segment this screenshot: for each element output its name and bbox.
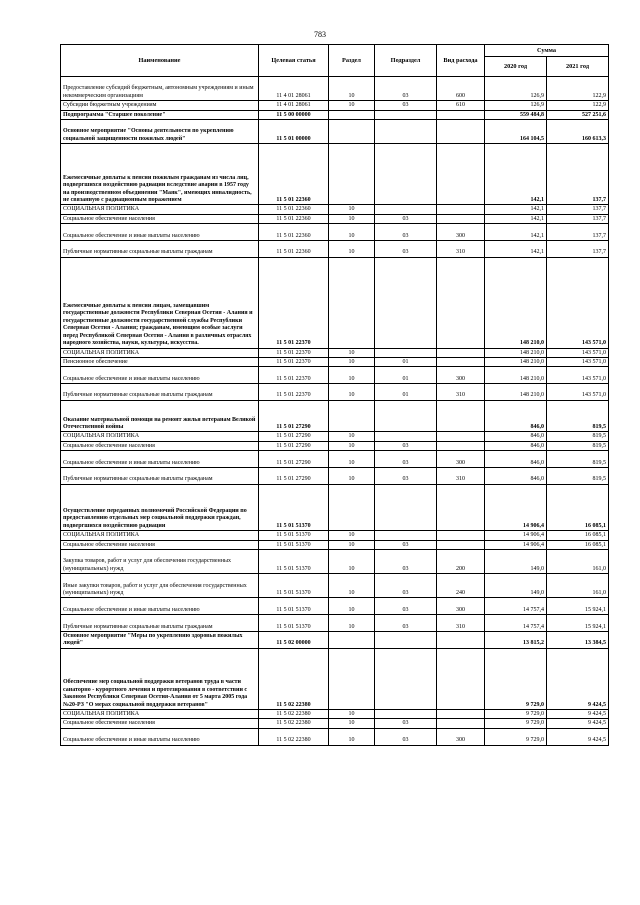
row-subsection: 03 (375, 719, 437, 728)
page-number: 783 (314, 30, 326, 39)
row-name: Субсидии бюджетным учреждениям (61, 101, 259, 110)
row-subsection: 03 (375, 224, 437, 241)
row-sum-2020: 9 729,0 (485, 648, 547, 709)
row-target-code: 11 5 01 51370 (259, 574, 329, 598)
row-sum-2021: 15 924,1 (547, 615, 609, 632)
row-sum-2020: 14 757,4 (485, 615, 547, 632)
row-expense-kind: 200 (437, 550, 485, 574)
row-target-code: 11 5 01 22370 (259, 357, 329, 366)
row-section: 10 (329, 348, 375, 357)
row-sum-2020: 149,0 (485, 574, 547, 598)
row-expense-kind: 600 (437, 77, 485, 101)
row-subsection: 03 (375, 540, 437, 549)
row-sum-2020: 148 210,0 (485, 348, 547, 357)
row-section: 10 (329, 540, 375, 549)
row-sum-2020: 846,0 (485, 451, 547, 468)
row-sum-2021: 122,9 (547, 101, 609, 110)
table-row (61, 615, 609, 632)
table-row (61, 144, 609, 205)
row-subsection: 01 (375, 367, 437, 384)
row-name: Социальное обеспечение населения (61, 441, 259, 450)
row-expense-kind (437, 119, 485, 143)
row-sum-2020: 9 729,0 (485, 719, 547, 728)
row-target-code: 11 5 01 51370 (259, 484, 329, 530)
table-row (61, 400, 609, 432)
row-name: Основное мероприятие "Основы деятельности по укреплению социальной защищенности пожилых людей" (61, 119, 259, 143)
row-sum-2020: 14 757,4 (485, 598, 547, 615)
row-target-code: 11 5 01 27290 (259, 441, 329, 450)
header-sum: Сумма (485, 45, 609, 57)
table-row (61, 484, 609, 530)
row-expense-kind: 300 (437, 728, 485, 745)
header-year-2020: 2020 год (485, 57, 547, 77)
table-row (61, 240, 609, 257)
row-section: 10 (329, 451, 375, 468)
row-subsection (375, 348, 437, 357)
row-expense-kind (437, 709, 485, 718)
row-target-code: 11 5 01 22360 (259, 224, 329, 241)
row-subsection (375, 709, 437, 718)
row-subsection: 03 (375, 574, 437, 598)
table-row (61, 468, 609, 485)
row-section: 10 (329, 205, 375, 214)
row-expense-kind (437, 348, 485, 357)
row-expense-kind: 310 (437, 240, 485, 257)
row-section: 10 (329, 531, 375, 540)
row-section: 10 (329, 598, 375, 615)
row-sum-2020: 846,0 (485, 468, 547, 485)
row-expense-kind (437, 719, 485, 728)
row-sum-2020: 148 210,0 (485, 257, 547, 348)
row-expense-kind (437, 632, 485, 649)
row-name: СОЦИАЛЬНАЯ ПОЛИТИКА (61, 205, 259, 214)
row-subsection: 01 (375, 384, 437, 401)
row-sum-2021: 160 613,3 (547, 119, 609, 143)
row-sum-2020: 142,1 (485, 144, 547, 205)
row-sum-2021: 9 424,5 (547, 719, 609, 728)
row-section: 10 (329, 432, 375, 441)
row-sum-2021: 15 924,1 (547, 598, 609, 615)
table-row (61, 367, 609, 384)
row-name: Публичные нормативные социальные выплаты гражданам (61, 615, 259, 632)
row-sum-2021: 122,9 (547, 77, 609, 101)
table-row (61, 441, 609, 450)
row-target-code: 11 5 02 22380 (259, 648, 329, 709)
row-sum-2021: 819,5 (547, 432, 609, 441)
row-target-code: 11 5 01 51370 (259, 615, 329, 632)
row-target-code: 11 5 01 22370 (259, 348, 329, 357)
row-expense-kind: 310 (437, 468, 485, 485)
row-name: Иные закупки товаров, работ и услуг для обеспечения государственных (муниципальных) нужд (61, 574, 259, 598)
row-target-code: 11 5 01 22360 (259, 205, 329, 214)
row-sum-2021: 9 424,5 (547, 709, 609, 718)
row-subsection: 03 (375, 550, 437, 574)
row-expense-kind: 610 (437, 101, 485, 110)
row-target-code: 11 5 01 27290 (259, 400, 329, 432)
row-expense-kind: 310 (437, 615, 485, 632)
row-name: Основное мероприятие "Меры по укреплению здоровья пожилых людей" (61, 632, 259, 649)
table-row (61, 357, 609, 366)
row-target-code: 11 5 02 00000 (259, 632, 329, 649)
row-target-code: 11 5 01 51370 (259, 531, 329, 540)
row-sum-2021: 9 424,5 (547, 648, 609, 709)
table-row (61, 119, 609, 143)
row-expense-kind (437, 214, 485, 223)
row-sum-2021: 527 251,6 (547, 110, 609, 119)
row-target-code: 11 5 01 22360 (259, 240, 329, 257)
row-name: Обеспечение мер социальной поддержки ветеранов труда в части санаторно - курортного лечения и протезирования в соответствии с Законом Республики Северная Осетия-Алания от 5 марта 2005 года №20-РЗ "О мерах социальной поддержки ветеранов" (61, 648, 259, 709)
header-subsection: Подраздел (375, 45, 437, 77)
table-row (61, 632, 609, 649)
row-expense-kind (437, 400, 485, 432)
row-expense-kind (437, 531, 485, 540)
row-sum-2020: 9 729,0 (485, 709, 547, 718)
row-subsection (375, 144, 437, 205)
row-subsection (375, 432, 437, 441)
row-name: СОЦИАЛЬНАЯ ПОЛИТИКА (61, 348, 259, 357)
row-sum-2021: 137,7 (547, 214, 609, 223)
row-subsection: 03 (375, 214, 437, 223)
row-name: Социальное обеспечение населения (61, 719, 259, 728)
row-target-code: 11 5 01 51370 (259, 540, 329, 549)
row-name: Социальное обеспечение населения (61, 214, 259, 223)
row-subsection (375, 531, 437, 540)
row-subsection: 03 (375, 728, 437, 745)
row-name: Подпрограмма "Старшее поколение" (61, 110, 259, 119)
row-section (329, 484, 375, 530)
row-target-code: 11 5 01 22370 (259, 384, 329, 401)
row-expense-kind: 300 (437, 224, 485, 241)
row-name: СОЦИАЛЬНАЯ ПОЛИТИКА (61, 709, 259, 718)
row-target-code: 11 4 01 28061 (259, 77, 329, 101)
row-sum-2021: 16 085,1 (547, 531, 609, 540)
row-target-code: 11 5 01 22370 (259, 257, 329, 348)
table-row (61, 709, 609, 718)
row-section (329, 110, 375, 119)
header-year-2021: 2021 год (547, 57, 609, 77)
table-row (61, 110, 609, 119)
row-section (329, 400, 375, 432)
row-section (329, 144, 375, 205)
table-row (61, 598, 609, 615)
row-subsection (375, 110, 437, 119)
row-name: СОЦИАЛЬНАЯ ПОЛИТИКА (61, 531, 259, 540)
row-name: Социальное обеспечение и иные выплаты населению (61, 451, 259, 468)
header-name: Наименование (61, 45, 259, 77)
row-name: Оказание материальной помощи на ремонт жилья ветеранам Великой Отечественной войны (61, 400, 259, 432)
row-sum-2020: 142,1 (485, 240, 547, 257)
row-expense-kind (437, 110, 485, 119)
row-sum-2020: 148 210,0 (485, 357, 547, 366)
row-expense-kind: 240 (437, 574, 485, 598)
row-target-code: 11 5 01 22360 (259, 214, 329, 223)
table-row (61, 531, 609, 540)
row-sum-2020: 126,9 (485, 77, 547, 101)
row-sum-2021: 143 571,0 (547, 367, 609, 384)
row-subsection (375, 205, 437, 214)
row-section: 10 (329, 550, 375, 574)
row-expense-kind: 300 (437, 451, 485, 468)
row-sum-2021: 16 085,1 (547, 540, 609, 549)
row-sum-2020: 13 815,2 (485, 632, 547, 649)
row-sum-2021: 161,0 (547, 574, 609, 598)
row-sum-2020: 126,9 (485, 101, 547, 110)
row-sum-2021: 16 085,1 (547, 484, 609, 530)
row-expense-kind (437, 484, 485, 530)
row-name: Публичные нормативные социальные выплаты гражданам (61, 468, 259, 485)
row-sum-2020: 846,0 (485, 441, 547, 450)
header-section: Раздел (329, 45, 375, 77)
row-expense-kind (437, 648, 485, 709)
row-expense-kind (437, 441, 485, 450)
row-section: 10 (329, 709, 375, 718)
row-section: 10 (329, 574, 375, 598)
table-row (61, 540, 609, 549)
row-subsection: 03 (375, 101, 437, 110)
table-body (61, 77, 609, 746)
row-sum-2020: 164 104,5 (485, 119, 547, 143)
row-sum-2021: 137,7 (547, 144, 609, 205)
row-target-code: 11 5 02 22380 (259, 728, 329, 745)
row-subsection: 01 (375, 357, 437, 366)
row-section: 10 (329, 214, 375, 223)
row-sum-2020: 148 210,0 (485, 367, 547, 384)
table-header (61, 45, 609, 77)
row-name: Ежемесячные доплаты к пенсии лицам, замещавшим государственные должности Республики Северная Осетия - Алания и государственные должности государственной службы Республики Северная Осетия - Алания; гражданам, имеющим особые заслуги перед Республикой Северная Осетия - Алания в различных отраслях народного хозяйства, науки, культуры, искусства. (61, 257, 259, 348)
row-target-code: 11 5 01 27290 (259, 468, 329, 485)
table-row (61, 432, 609, 441)
row-section: 10 (329, 367, 375, 384)
row-section: 10 (329, 77, 375, 101)
row-name: Социальное обеспечение и иные выплаты населению (61, 224, 259, 241)
table-row (61, 384, 609, 401)
row-target-code: 11 5 01 00000 (259, 119, 329, 143)
row-section: 10 (329, 615, 375, 632)
table-row (61, 214, 609, 223)
row-subsection (375, 257, 437, 348)
row-sum-2020: 14 906,4 (485, 531, 547, 540)
row-target-code: 11 5 01 22370 (259, 367, 329, 384)
row-sum-2020: 14 906,4 (485, 540, 547, 549)
row-target-code: 11 5 02 22380 (259, 719, 329, 728)
row-sum-2021: 137,7 (547, 205, 609, 214)
row-section: 10 (329, 468, 375, 485)
row-subsection: 03 (375, 468, 437, 485)
row-sum-2020: 142,1 (485, 205, 547, 214)
row-sum-2021: 161,0 (547, 550, 609, 574)
row-sum-2020: 148 210,0 (485, 384, 547, 401)
row-section (329, 648, 375, 709)
row-name: Ежемесячные доплаты к пенсии пожилым гражданам из числа лиц, подвергшихся воздействию радиации вследствие аварии в 1957 году на производственном объединении "Маяк", имеющих инвалидность, не связанную с радиационным поражением (61, 144, 259, 205)
row-subsection (375, 119, 437, 143)
row-expense-kind (437, 144, 485, 205)
table-row (61, 224, 609, 241)
row-target-code: 11 5 01 22360 (259, 144, 329, 205)
row-sum-2020: 9 729,0 (485, 728, 547, 745)
row-name: Публичные нормативные социальные выплаты гражданам (61, 240, 259, 257)
row-section: 10 (329, 384, 375, 401)
row-expense-kind (437, 205, 485, 214)
row-name: Публичные нормативные социальные выплаты гражданам (61, 384, 259, 401)
row-sum-2020: 846,0 (485, 400, 547, 432)
row-target-code: 11 5 02 22380 (259, 709, 329, 718)
row-expense-kind: 310 (437, 384, 485, 401)
row-sum-2021: 819,5 (547, 451, 609, 468)
row-name: Социальное обеспечение населения (61, 540, 259, 549)
row-subsection: 03 (375, 240, 437, 257)
row-target-code: 11 5 00 00000 (259, 110, 329, 119)
row-subsection: 03 (375, 615, 437, 632)
row-target-code: 11 5 01 27290 (259, 451, 329, 468)
row-expense-kind: 300 (437, 598, 485, 615)
table-row (61, 101, 609, 110)
row-section (329, 632, 375, 649)
row-subsection: 03 (375, 451, 437, 468)
row-subsection (375, 484, 437, 530)
header-target-code: Целевая статья (259, 45, 329, 77)
row-subsection: 03 (375, 598, 437, 615)
row-expense-kind (437, 432, 485, 441)
table-row (61, 648, 609, 709)
row-section: 10 (329, 224, 375, 241)
row-name: Пенсионное обеспечение (61, 357, 259, 366)
row-sum-2021: 819,5 (547, 400, 609, 432)
row-section (329, 119, 375, 143)
row-sum-2021: 137,7 (547, 224, 609, 241)
row-target-code: 11 5 01 51370 (259, 598, 329, 615)
row-name: Социальное обеспечение и иные выплаты населению (61, 598, 259, 615)
row-sum-2021: 143 571,0 (547, 384, 609, 401)
row-subsection: 03 (375, 77, 437, 101)
row-target-code: 11 5 01 27290 (259, 432, 329, 441)
row-expense-kind (437, 357, 485, 366)
table-row (61, 451, 609, 468)
row-target-code: 11 4 01 28061 (259, 101, 329, 110)
row-name: Предоставление субсидий бюджетным, автономным учреждениям и иным некоммерческим организациям (61, 77, 259, 101)
row-section: 10 (329, 719, 375, 728)
row-expense-kind (437, 540, 485, 549)
row-target-code: 11 5 01 51370 (259, 550, 329, 574)
row-section: 10 (329, 728, 375, 745)
table-row (61, 728, 609, 745)
table-row (61, 77, 609, 101)
table-row (61, 574, 609, 598)
row-sum-2020: 846,0 (485, 432, 547, 441)
budget-table (60, 44, 609, 746)
row-sum-2021: 9 424,5 (547, 728, 609, 745)
row-sum-2021: 137,7 (547, 240, 609, 257)
table-row (61, 257, 609, 348)
row-sum-2020: 142,1 (485, 214, 547, 223)
row-expense-kind (437, 257, 485, 348)
row-section (329, 257, 375, 348)
row-subsection (375, 648, 437, 709)
row-name: Осуществление переданных полномочий Российской Федерации по предоставлению отдельных мер социальной поддержки граждан, подвергшихся воздействию радиации (61, 484, 259, 530)
row-sum-2021: 819,5 (547, 441, 609, 450)
row-name: Социальное обеспечение и иные выплаты населению (61, 367, 259, 384)
row-sum-2021: 13 384,5 (547, 632, 609, 649)
row-subsection: 03 (375, 441, 437, 450)
row-name: Закупка товаров, работ и услуг для обеспечения государственных (муниципальных) нужд (61, 550, 259, 574)
table-row (61, 348, 609, 357)
row-subsection (375, 400, 437, 432)
row-sum-2020: 559 484,8 (485, 110, 547, 119)
table-row (61, 205, 609, 214)
row-sum-2021: 819,5 (547, 468, 609, 485)
row-name: СОЦИАЛЬНАЯ ПОЛИТИКА (61, 432, 259, 441)
row-section: 10 (329, 240, 375, 257)
row-name: Социальное обеспечение и иные выплаты населению (61, 728, 259, 745)
row-subsection (375, 632, 437, 649)
row-sum-2020: 142,1 (485, 224, 547, 241)
row-section: 10 (329, 101, 375, 110)
row-expense-kind: 300 (437, 367, 485, 384)
header-expense-kind: Вид расхода (437, 45, 485, 77)
row-sum-2021: 143 571,0 (547, 357, 609, 366)
row-sum-2020: 14 906,4 (485, 484, 547, 530)
row-sum-2021: 143 571,0 (547, 348, 609, 357)
table-row (61, 719, 609, 728)
row-sum-2021: 143 571,0 (547, 257, 609, 348)
row-section: 10 (329, 357, 375, 366)
table-row (61, 550, 609, 574)
row-section: 10 (329, 441, 375, 450)
row-sum-2020: 149,0 (485, 550, 547, 574)
